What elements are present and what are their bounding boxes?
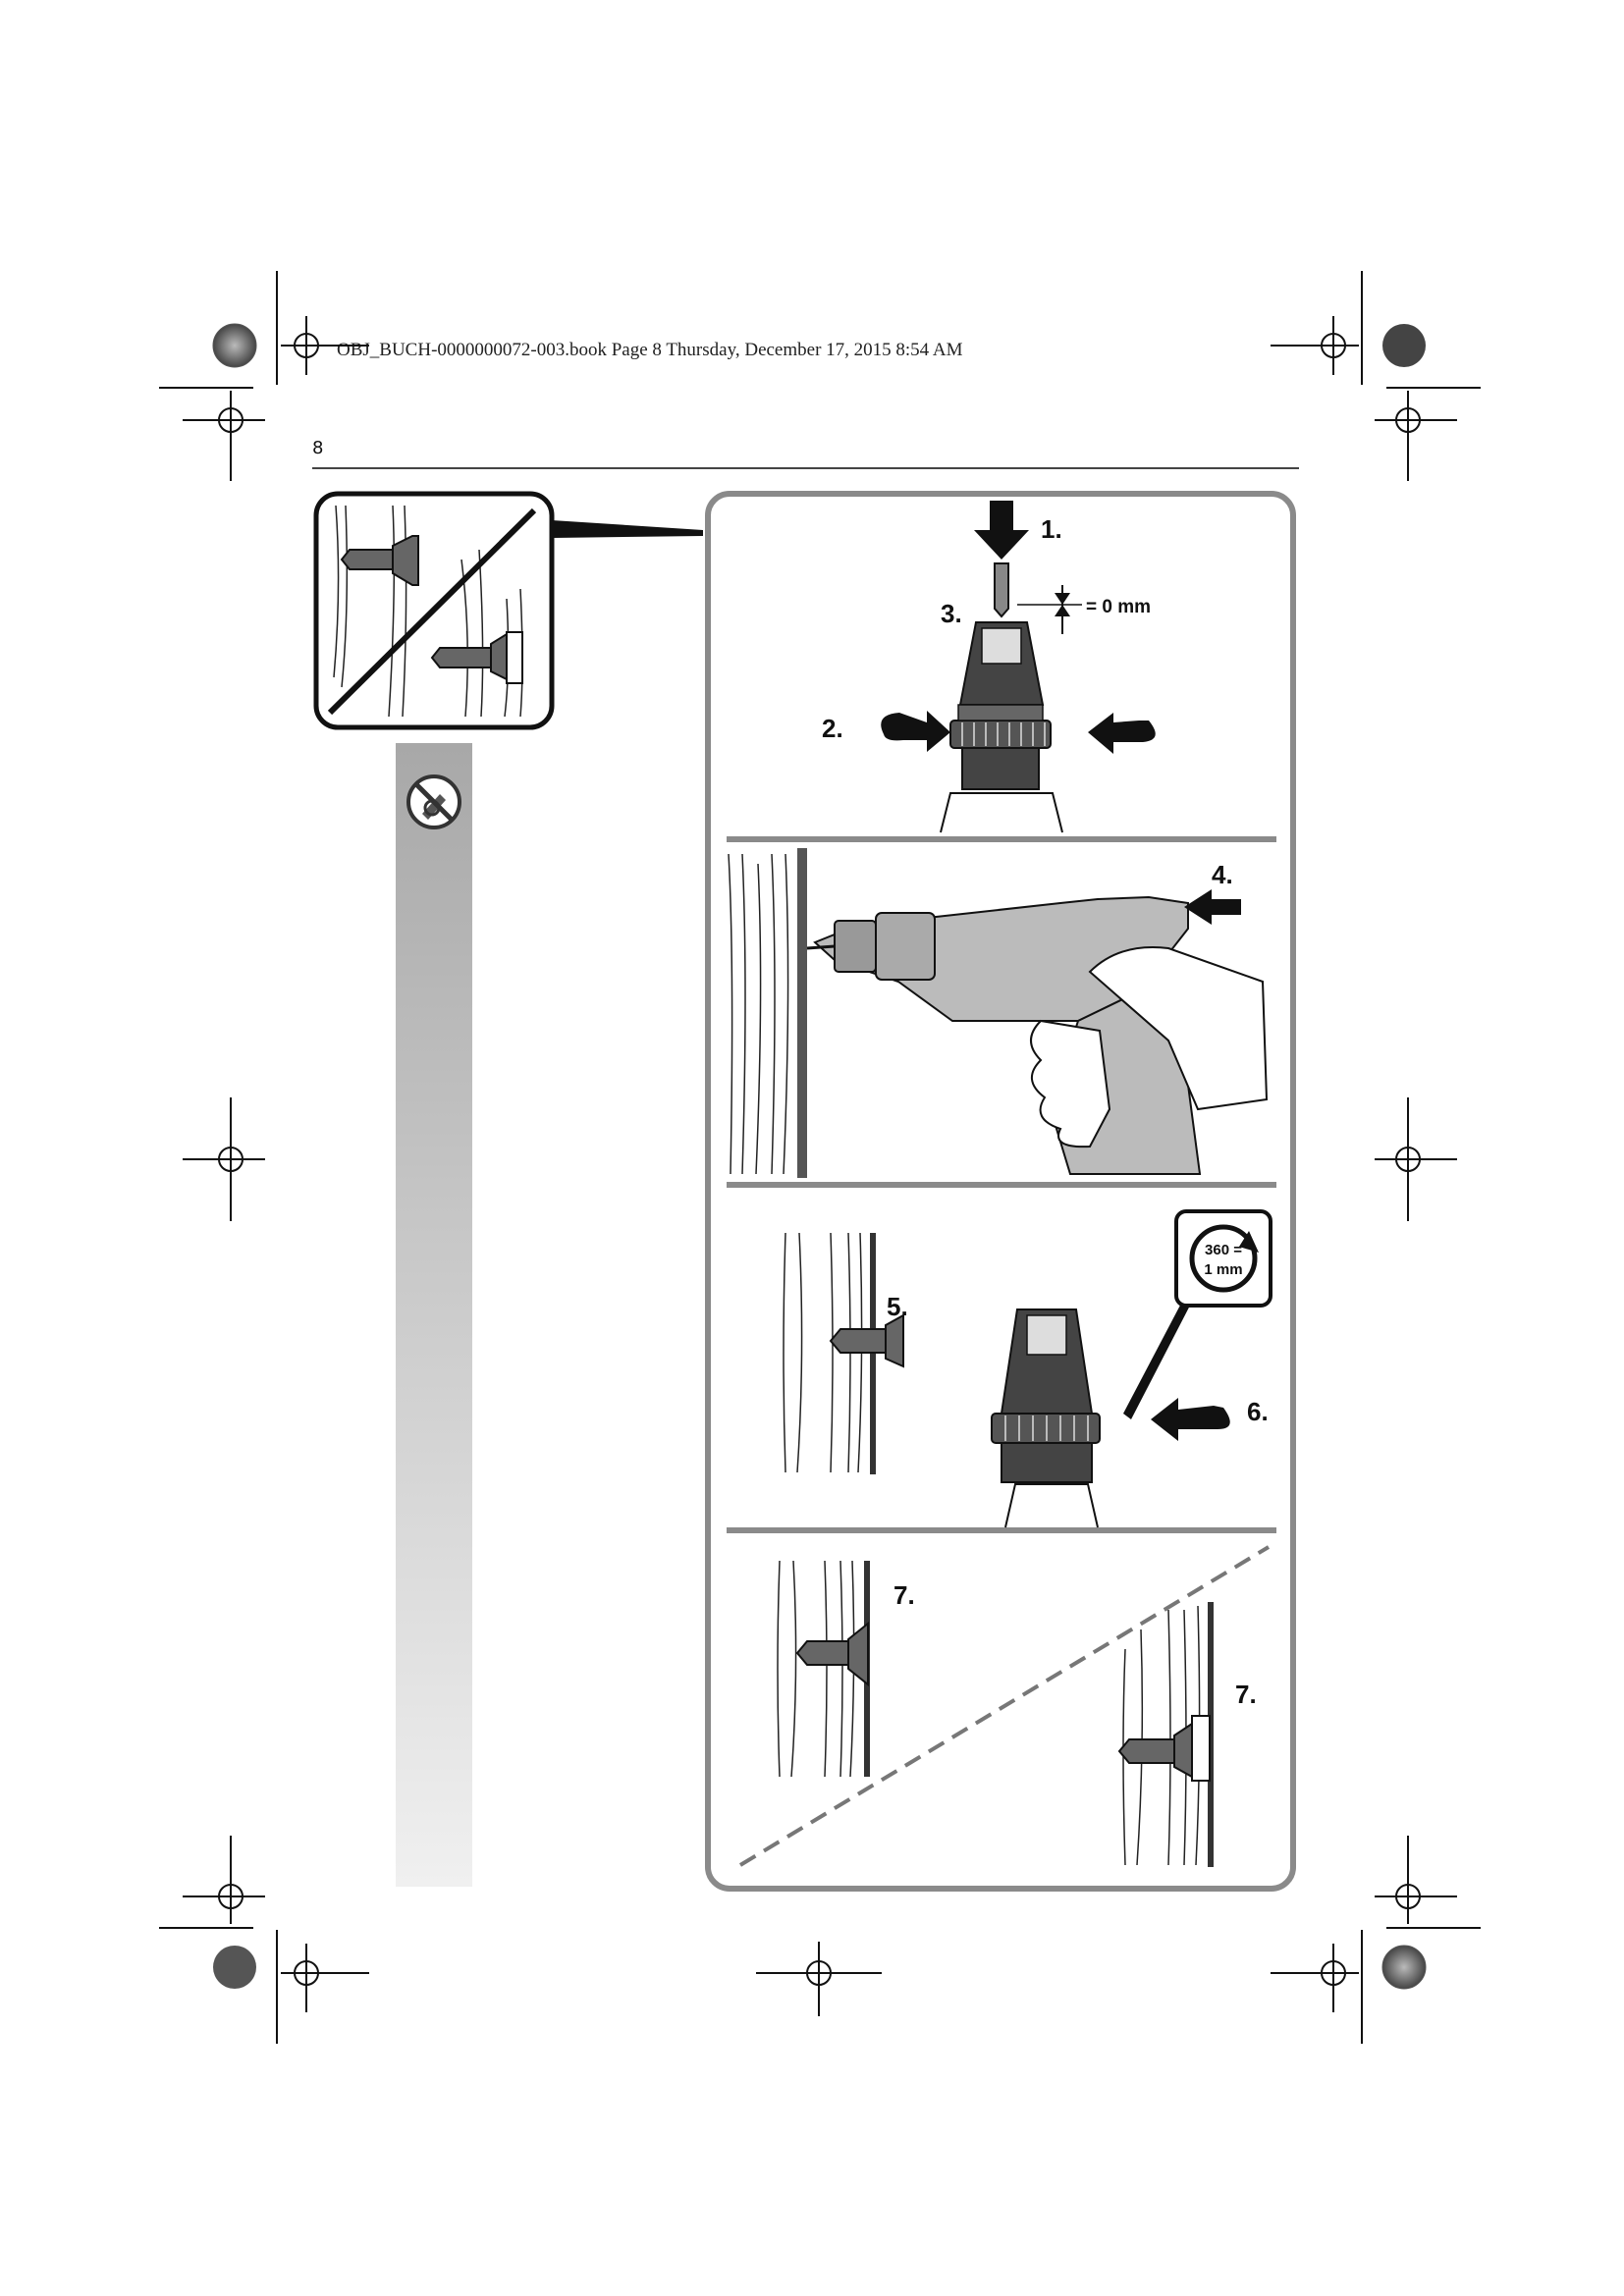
crosshair-icon [1271, 316, 1359, 375]
page-number: 8 [312, 438, 324, 458]
step-2-label: 2. [822, 714, 843, 743]
crosshair-icon [183, 391, 265, 481]
rotation-badge-line2: 1 mm [1204, 1261, 1243, 1278]
step-7a-label: 7. [893, 1580, 915, 1610]
step-7b-label: 7. [1235, 1680, 1257, 1709]
step-3-label: 3. [941, 599, 962, 628]
screw-detail-inset [316, 494, 703, 727]
drill-driving-illustration [727, 848, 1276, 1178]
step-4-label: 4. [1212, 860, 1233, 889]
crosshair-icon [1375, 1836, 1457, 1924]
step-1-label: 1. [1041, 514, 1062, 544]
depth-setting-label: = 0 mm [1086, 597, 1152, 617]
step-5-label: 5. [887, 1292, 908, 1321]
no-grinding-prohibition-icon [408, 776, 460, 828]
crosshair-icon [1375, 391, 1457, 481]
crosshair-icon [1271, 1944, 1359, 2012]
crosshair-icon [183, 1836, 265, 1924]
step-6-label: 6. [1247, 1397, 1269, 1426]
print-book-info: OBJ_BUCH-0000000072-003.book Page 8 Thursday, December 17, 2015 8:54 AM [337, 340, 963, 360]
crosshair-icon [1375, 1097, 1457, 1221]
section-divider [727, 1527, 1276, 1533]
section-divider [727, 1182, 1276, 1188]
crosshair-icon [281, 316, 369, 375]
crosshair-icon [756, 1942, 882, 2016]
section-divider [727, 836, 1276, 842]
left-sidebar [396, 743, 472, 1887]
crosshair-icon [183, 1097, 265, 1221]
crosshair-icon [281, 1944, 369, 2012]
rotation-badge-line1: 360 = [1205, 1242, 1242, 1258]
